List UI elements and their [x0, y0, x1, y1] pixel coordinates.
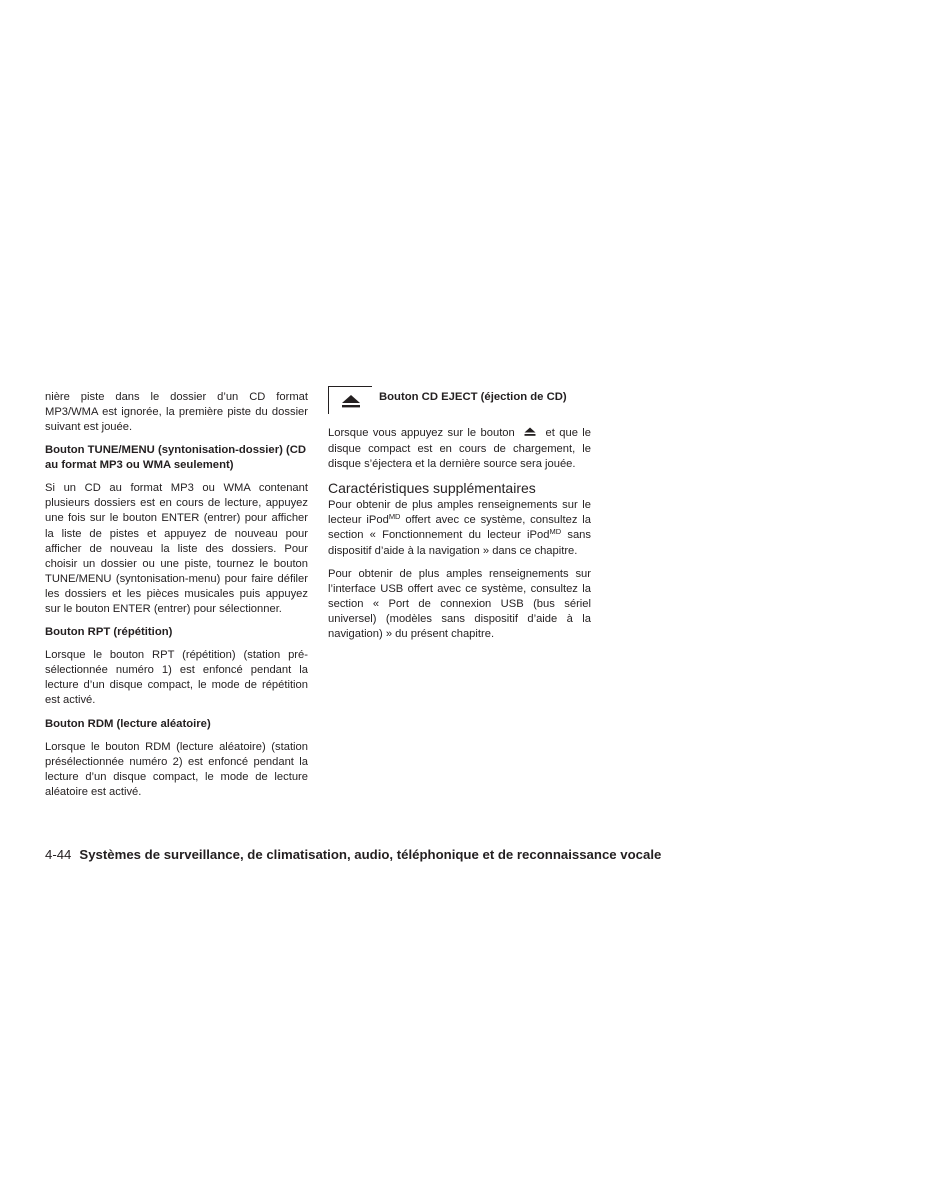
left-column: [45, 390, 308, 808]
paragraph-usb: Pour obtenir de plus amples renseignements sur l’interface USB offert avec ce système, consultez la section « Port de connexion USB (bus sériel universel) (modèles sans dispositif d’aide à la navigation) » du présent chapitre.: [328, 567, 591, 641]
paragraph-eject-part-a: Lorsque vous appuyez sur le bouton: [328, 427, 515, 439]
paragraph-ipod-part-2: offert avec ce système, consultez la section « Fonctionnement du lecteur iPod: [328, 514, 591, 542]
heading-cd-eject: Bouton CD EJECT (éjection de CD): [379, 391, 567, 403]
paragraph-eject-part-b: et que le disque compact est en cours de chargement, le disque s’éjectera et la dernière source sera jouée.: [328, 427, 592, 471]
eject-icon-inline: [519, 427, 541, 442]
eject-icon-box: [328, 386, 372, 414]
paragraph-rdm: Lorsque le bouton RDM (lecture aléatoire) (station présélectionnée numéro 2) est enfoncé pendant la lecture d’un disque compact, le mode de lecture aléatoire est activé.: [45, 740, 308, 798]
chapter-title: Systèmes de surveillance, de climatisation, audio, téléphonique et de reconnaissance vocale: [79, 847, 662, 862]
paragraph-rpt: Lorsque le bouton RPT (répétition) (station présélectionnée numéro 1) est enfoncé pendant la lecture d’un disque compact, le mode de répétition est activé.: [45, 649, 308, 707]
paragraph-ipod-part-1: Pour obtenir de plus amples renseignements sur le lecteur iPod: [328, 499, 591, 527]
paragraph-eject: [328, 426, 591, 472]
paragraph-ipod-part-3: sans dispositif d’aide à la navigation » dans ce chapitre.: [328, 529, 591, 557]
heading-rdm: Bouton RDM (lecture aléatoire): [45, 717, 211, 730]
paragraph-intro: nière piste dans le dossier d’un CD format MP3/WMA est ignorée, la première piste du dossier suivant est jouée.: [45, 391, 308, 434]
section-title-additional-features: Caractéristiques supplémentaires: [328, 480, 536, 497]
right-column: [328, 386, 591, 650]
paragraph-tune-menu: Si un CD au format MP3 ou WMA contenant plusieurs dossiers est en cours de lecture, appuyez une fois sur le bouton ENTER (entrer) pour afficher la liste de pistes et appuyez de nouveau pour afficher de nouveau la liste des dossiers. Pour choisir un dossier ou une piste, tournez le bouton TUNE/MENU (syntonisation-menu) pour faire défiler les dossiers et les pièces musicales puis appuyez sur le bouton ENTER (entrer) pour sélectionner.: [45, 482, 308, 616]
eject-icon: [341, 394, 361, 408]
eject-heading-row: [328, 386, 591, 414]
heading-tune-menu: Bouton TUNE/MENU (syntonisation-dossier) (CD au format MP3 ou WMA seulement): [45, 444, 307, 472]
page-number: 4-44: [45, 847, 72, 862]
heading-rpt: Bouton RPT (répétition): [45, 626, 173, 639]
page-footer: [45, 846, 905, 864]
paragraph-ipod: [328, 498, 591, 558]
trademark-superscript: MD: [549, 527, 562, 537]
trademark-superscript: MD: [388, 512, 401, 522]
